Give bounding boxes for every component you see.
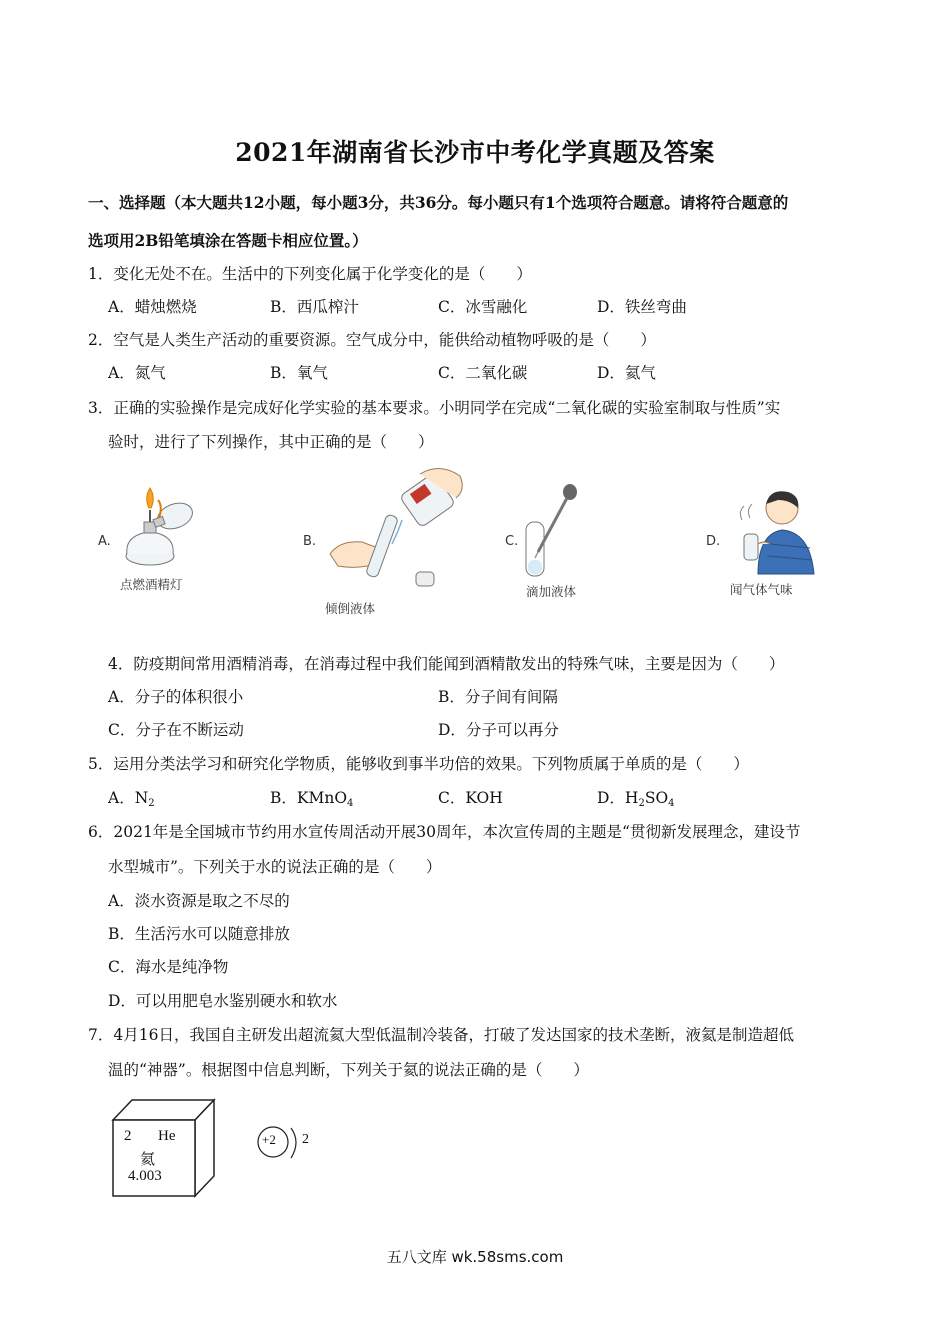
q2-stem: 2．空气是人类生产活动的重要资源。空气成分中，能供给动植物呼吸的是（ ） xyxy=(88,331,656,349)
figure-a-caption: 点燃酒精灯 xyxy=(120,577,183,592)
pouring-liquid-illustration xyxy=(320,462,470,597)
figure-b-letter: B. xyxy=(303,534,317,549)
q6-option-a: A．淡水资源是取之不尽的 xyxy=(108,892,290,910)
q4-option-a: A．分子的体积很小 xyxy=(108,688,244,706)
q5-option-d: D．$H_2SO_4$ xyxy=(597,789,675,809)
q5-option-b: B．KMnO$_4$ xyxy=(270,789,354,809)
q1-option-c: C．冰雪融化 xyxy=(438,298,528,316)
element-atomic-number: 2 xyxy=(124,1128,132,1144)
q1-option-d: D．铁丝弯曲 xyxy=(597,298,687,316)
q7-stem-line2: 温的“神器”。根据图中信息判断，下列关于氦的说法正确的是（ ） xyxy=(108,1061,589,1079)
dropping-liquid-illustration xyxy=(518,482,588,577)
figure-a-letter: A. xyxy=(98,534,111,549)
figure-d-caption: 闻气体气味 xyxy=(730,582,793,597)
smelling-gas-illustration xyxy=(730,486,825,576)
q6-option-c: C．海水是纯净物 xyxy=(108,958,229,976)
q4-option-d: D．分子可以再分 xyxy=(438,721,559,739)
q5-option-c: C．KOH xyxy=(438,789,503,807)
q1-option-b: B．西瓜榨汁 xyxy=(270,298,359,316)
figure-c-caption: 滴加液体 xyxy=(526,584,577,599)
figure-b-caption: 倾倒液体 xyxy=(325,601,376,616)
q6-stem-line2: 水型城市”。下列关于水的说法正确的是（ ） xyxy=(108,858,442,876)
section-header-line1: 一、选择题（本大题共12小题，每小题3分，共36分。每小题只有1个选项符合题意。请将符合题意的 xyxy=(88,193,789,212)
q3-stem-line1: 3．正确的实验操作是完成好化学实验的基本要求。小明同学在完成“二氧化碳的实验室制取与性质”实 xyxy=(88,399,781,417)
atom-nucleus-charge: +2 xyxy=(262,1132,276,1147)
element-name: 氦 xyxy=(140,1150,156,1168)
q2-option-a: A．氮气 xyxy=(108,364,166,382)
helium-element-box xyxy=(108,1096,220,1198)
atom-shell-electrons: 2 xyxy=(302,1132,309,1147)
q6-option-d: D．可以用肥皂水鉴别硬水和软水 xyxy=(108,992,338,1010)
q2-option-c: C．二氧化碳 xyxy=(438,364,528,382)
q4-option-b: B．分子间有间隔 xyxy=(438,688,558,706)
element-symbol: He xyxy=(158,1128,176,1144)
q6-option-b: B．生活污水可以随意排放 xyxy=(108,925,290,943)
element-atomic-mass: 4.003 xyxy=(128,1168,162,1184)
q5-stem: 5．运用分类法学习和研究化学物质，能够收到事半功倍的效果。下列物质属于单质的是（ ） xyxy=(88,755,749,773)
q5-option-a: A．$N_2$ xyxy=(108,789,155,809)
q6-stem-line1: 6．2021年是全国城市节约用水宣传周活动开展30周年，本次宣传周的主题是“贯彻新发展理念，建设节 xyxy=(88,823,801,841)
q2-option-d: D．氦气 xyxy=(597,364,656,382)
page-title: 2021年湖南省长沙市中考化学真题及答案 xyxy=(235,138,715,167)
page-footer: 五八文库 wk.58sms.com xyxy=(386,1248,564,1266)
q1-option-a: A．蜡烛燃烧 xyxy=(108,298,197,316)
section-header-line2: 选项用2B铅笔填涂在答题卡相应位置。） xyxy=(88,231,368,250)
q4-stem: 4．防疫期间常用酒精消毒，在消毒过程中我们能闻到酒精散发出的特殊气味，主要是因为（ ） xyxy=(108,655,785,673)
q7-stem-line1: 7．4月16日，我国自主研发出超流氦大型低温制冷装备，打破了发达国家的技术垄断，液氦是制造超低 xyxy=(88,1026,794,1044)
figure-d-letter: D. xyxy=(706,534,721,549)
alcohol-lamp-illustration xyxy=(115,486,205,571)
figure-c-letter: C. xyxy=(505,534,519,549)
q1-stem: 1．变化无处不在。生活中的下列变化属于化学变化的是（ ） xyxy=(88,265,532,283)
q2-option-b: B．氧气 xyxy=(270,364,328,382)
q3-stem-line2: 验时，进行了下列操作，其中正确的是（ ） xyxy=(108,433,434,451)
q4-option-c: C．分子在不断运动 xyxy=(108,721,244,739)
